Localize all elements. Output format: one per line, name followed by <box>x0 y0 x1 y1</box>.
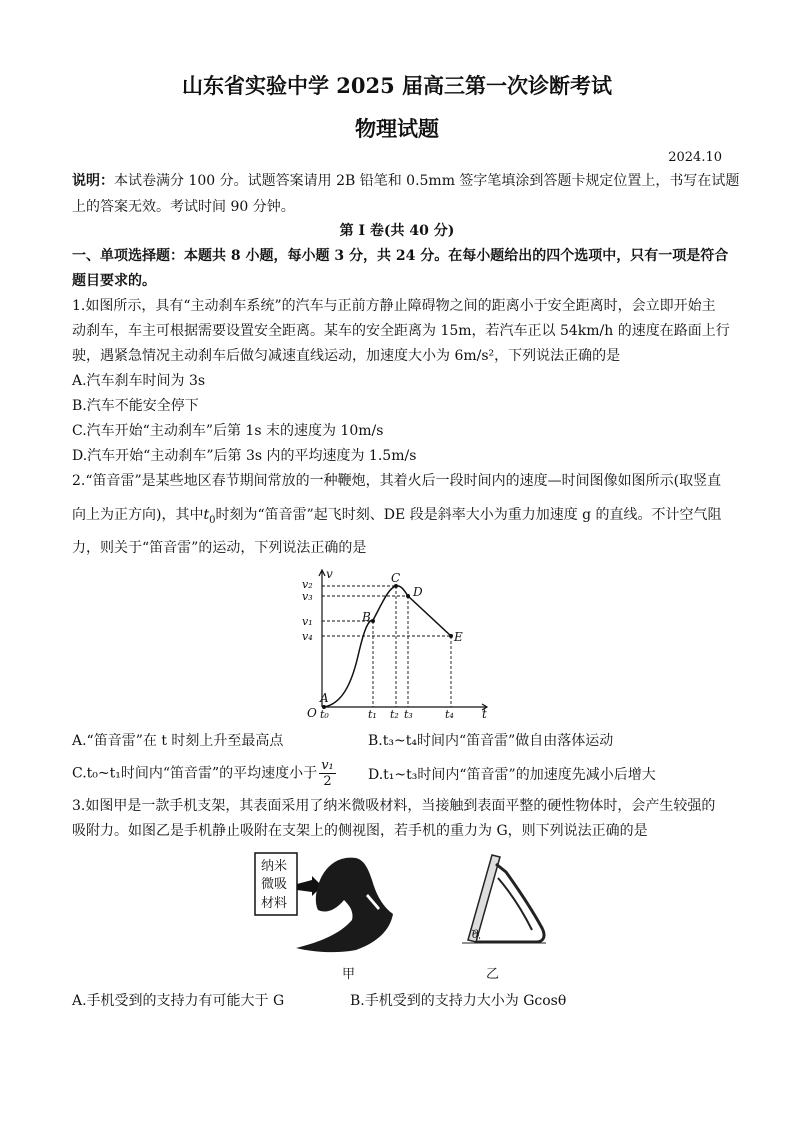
notice-text-1: 本试卷满分 100 分。试题答案请用 2B 铅笔和 0.5mm 签字笔填涂到答题卡规定位置上，书写在试题 <box>114 173 740 189</box>
q2-option-c <box>72 758 336 789</box>
q1-line-1: 1.如图所示，具有“主动刹车系统”的汽车与正前方静止障碍物之间的距离小于安全距离时，会立即开始主 <box>72 298 716 314</box>
point-e-dot <box>449 634 453 638</box>
phone-side-view-figure <box>446 850 566 980</box>
origin-label: O <box>307 706 317 718</box>
q1-option-b: B.汽车不能安全停下 <box>72 398 199 414</box>
q2-t-symbol: t <box>203 507 210 523</box>
exam-title: 山东省实验中学 2025 届高三第一次诊断考试 <box>181 73 613 98</box>
subject-title: 物理试题 <box>355 116 439 141</box>
q3-option-a: A.手机受到的支持力有可能大于 G <box>72 993 285 1009</box>
point-c-label: C <box>391 571 401 585</box>
v1-tick: v₁ <box>302 615 313 628</box>
q2-line-2 <box>72 502 722 534</box>
q2-line-2-b: 时刻为“笛音雷”起飞时刻、DE 段是斜率大小为重力加速度 g 的直线。不计空气阻 <box>215 507 722 523</box>
t1-tick: t₁ <box>368 708 377 718</box>
figure-caption-jia: 甲 <box>342 967 356 980</box>
notice-line-1 <box>72 168 740 194</box>
q2-option-b: B.t₃~t₄时间内“笛音雷”做自由落体运动 <box>368 733 614 749</box>
q3-line-2: 吸附力。如图乙是手机静止吸附在支架上的侧视图，若手机的重力为 G，则下列说法正确的是 <box>72 823 648 839</box>
phone-holder-shape <box>296 858 393 953</box>
v2-tick: v₂ <box>302 578 313 591</box>
notice-line-2: 上的答案无效。考试时间 90 分钟。 <box>72 199 295 215</box>
point-b-label: B <box>362 610 371 624</box>
q1-line-3: 驶，遇紧急情况主动刹车后做匀减速直线运动，加速度大小为 6m/s²，下列说法正确的是 <box>72 348 621 364</box>
phone-holder-figure <box>250 850 400 980</box>
notice-label: 说明： <box>72 173 114 189</box>
q2-line-2-a: 向上为正方向)，其中 <box>72 507 204 523</box>
t0-tick: t₀ <box>320 708 329 718</box>
q1-option-d: D.汽车开始“主动刹车”后第 3s 内的平均速度为 1.5m/s <box>72 448 417 464</box>
q2-option-a: A.“笛音雷”在 t 时刻上升至最高点 <box>72 733 284 749</box>
t-axis-label: t <box>482 707 487 718</box>
v1-over-2-fraction <box>319 758 336 789</box>
q2-option-d: D.t₁~t₃时间内“笛音雷”的加速度先减小后增大 <box>368 767 656 783</box>
theta-label: θ <box>472 928 479 941</box>
point-b-dot <box>371 619 375 623</box>
q3-line-1: 3.如图甲是一款手机支架，其表面采用了纳米微吸材料，当接触到表面平整的硬性物体时，会产生较强的 <box>72 798 716 814</box>
label-line-3: 材料 <box>261 896 288 911</box>
section-instruction-2: 题目要求的。 <box>72 273 156 289</box>
point-d-label: D <box>413 585 423 599</box>
q1-option-a: A.汽车刹车时间为 3s <box>72 373 206 389</box>
t3-tick: t₃ <box>404 708 413 718</box>
section-instruction-1: 一、单项选择题：本题共 8 小题，每小题 3 分，共 24 分。在每小题给出的四个选项中，只有一项是符合 <box>72 248 729 264</box>
q2-line-3: 力，则关于“笛音雷”的运动，下列说法正确的是 <box>72 540 367 556</box>
section-title: 第 I 卷(共 40 分) <box>339 223 455 239</box>
t4-tick: t₄ <box>445 708 454 718</box>
q2-t-sub: 0 <box>209 514 216 526</box>
point-a-label: A <box>320 691 329 705</box>
q1-line-2: 动刹车，车主可根据需要设置安全距离。某车的安全距离为 15m，若汽车正以 54km/h 的速度在路面上行 <box>72 323 730 339</box>
fraction-denominator: 2 <box>323 774 332 789</box>
q2-line-1: 2.“笛音雷”是某些地区春节期间常放的一种鞭炮，其着火后一段时间内的速度—时间图像如图所示(取竖直 <box>72 473 722 489</box>
label-line-1: 纳米 <box>261 859 288 874</box>
velocity-time-graph <box>296 566 496 718</box>
label-line-2: 微吸 <box>261 877 288 892</box>
q3-option-b: B.手机受到的支持力大小为 Gcosθ <box>350 993 567 1009</box>
point-e-label: E <box>454 630 463 644</box>
q1-option-c: C.汽车开始“主动刹车”后第 1s 末的速度为 10m/s <box>72 423 384 439</box>
exam-date: 2024.10 <box>668 150 722 165</box>
point-d-dot <box>406 594 410 598</box>
velocity-curve <box>324 586 451 707</box>
figure-caption-yi: 乙 <box>486 967 500 980</box>
v4-tick: v₄ <box>302 630 313 643</box>
v3-tick: v₃ <box>302 590 313 603</box>
v-axis-label: v <box>326 567 333 581</box>
t2-tick: t₂ <box>390 708 399 718</box>
fraction-numerator: v₁ <box>321 758 334 773</box>
q2-option-c-text: C.t₀~t₁时间内“笛音雷”的平均速度小于 <box>72 765 318 782</box>
